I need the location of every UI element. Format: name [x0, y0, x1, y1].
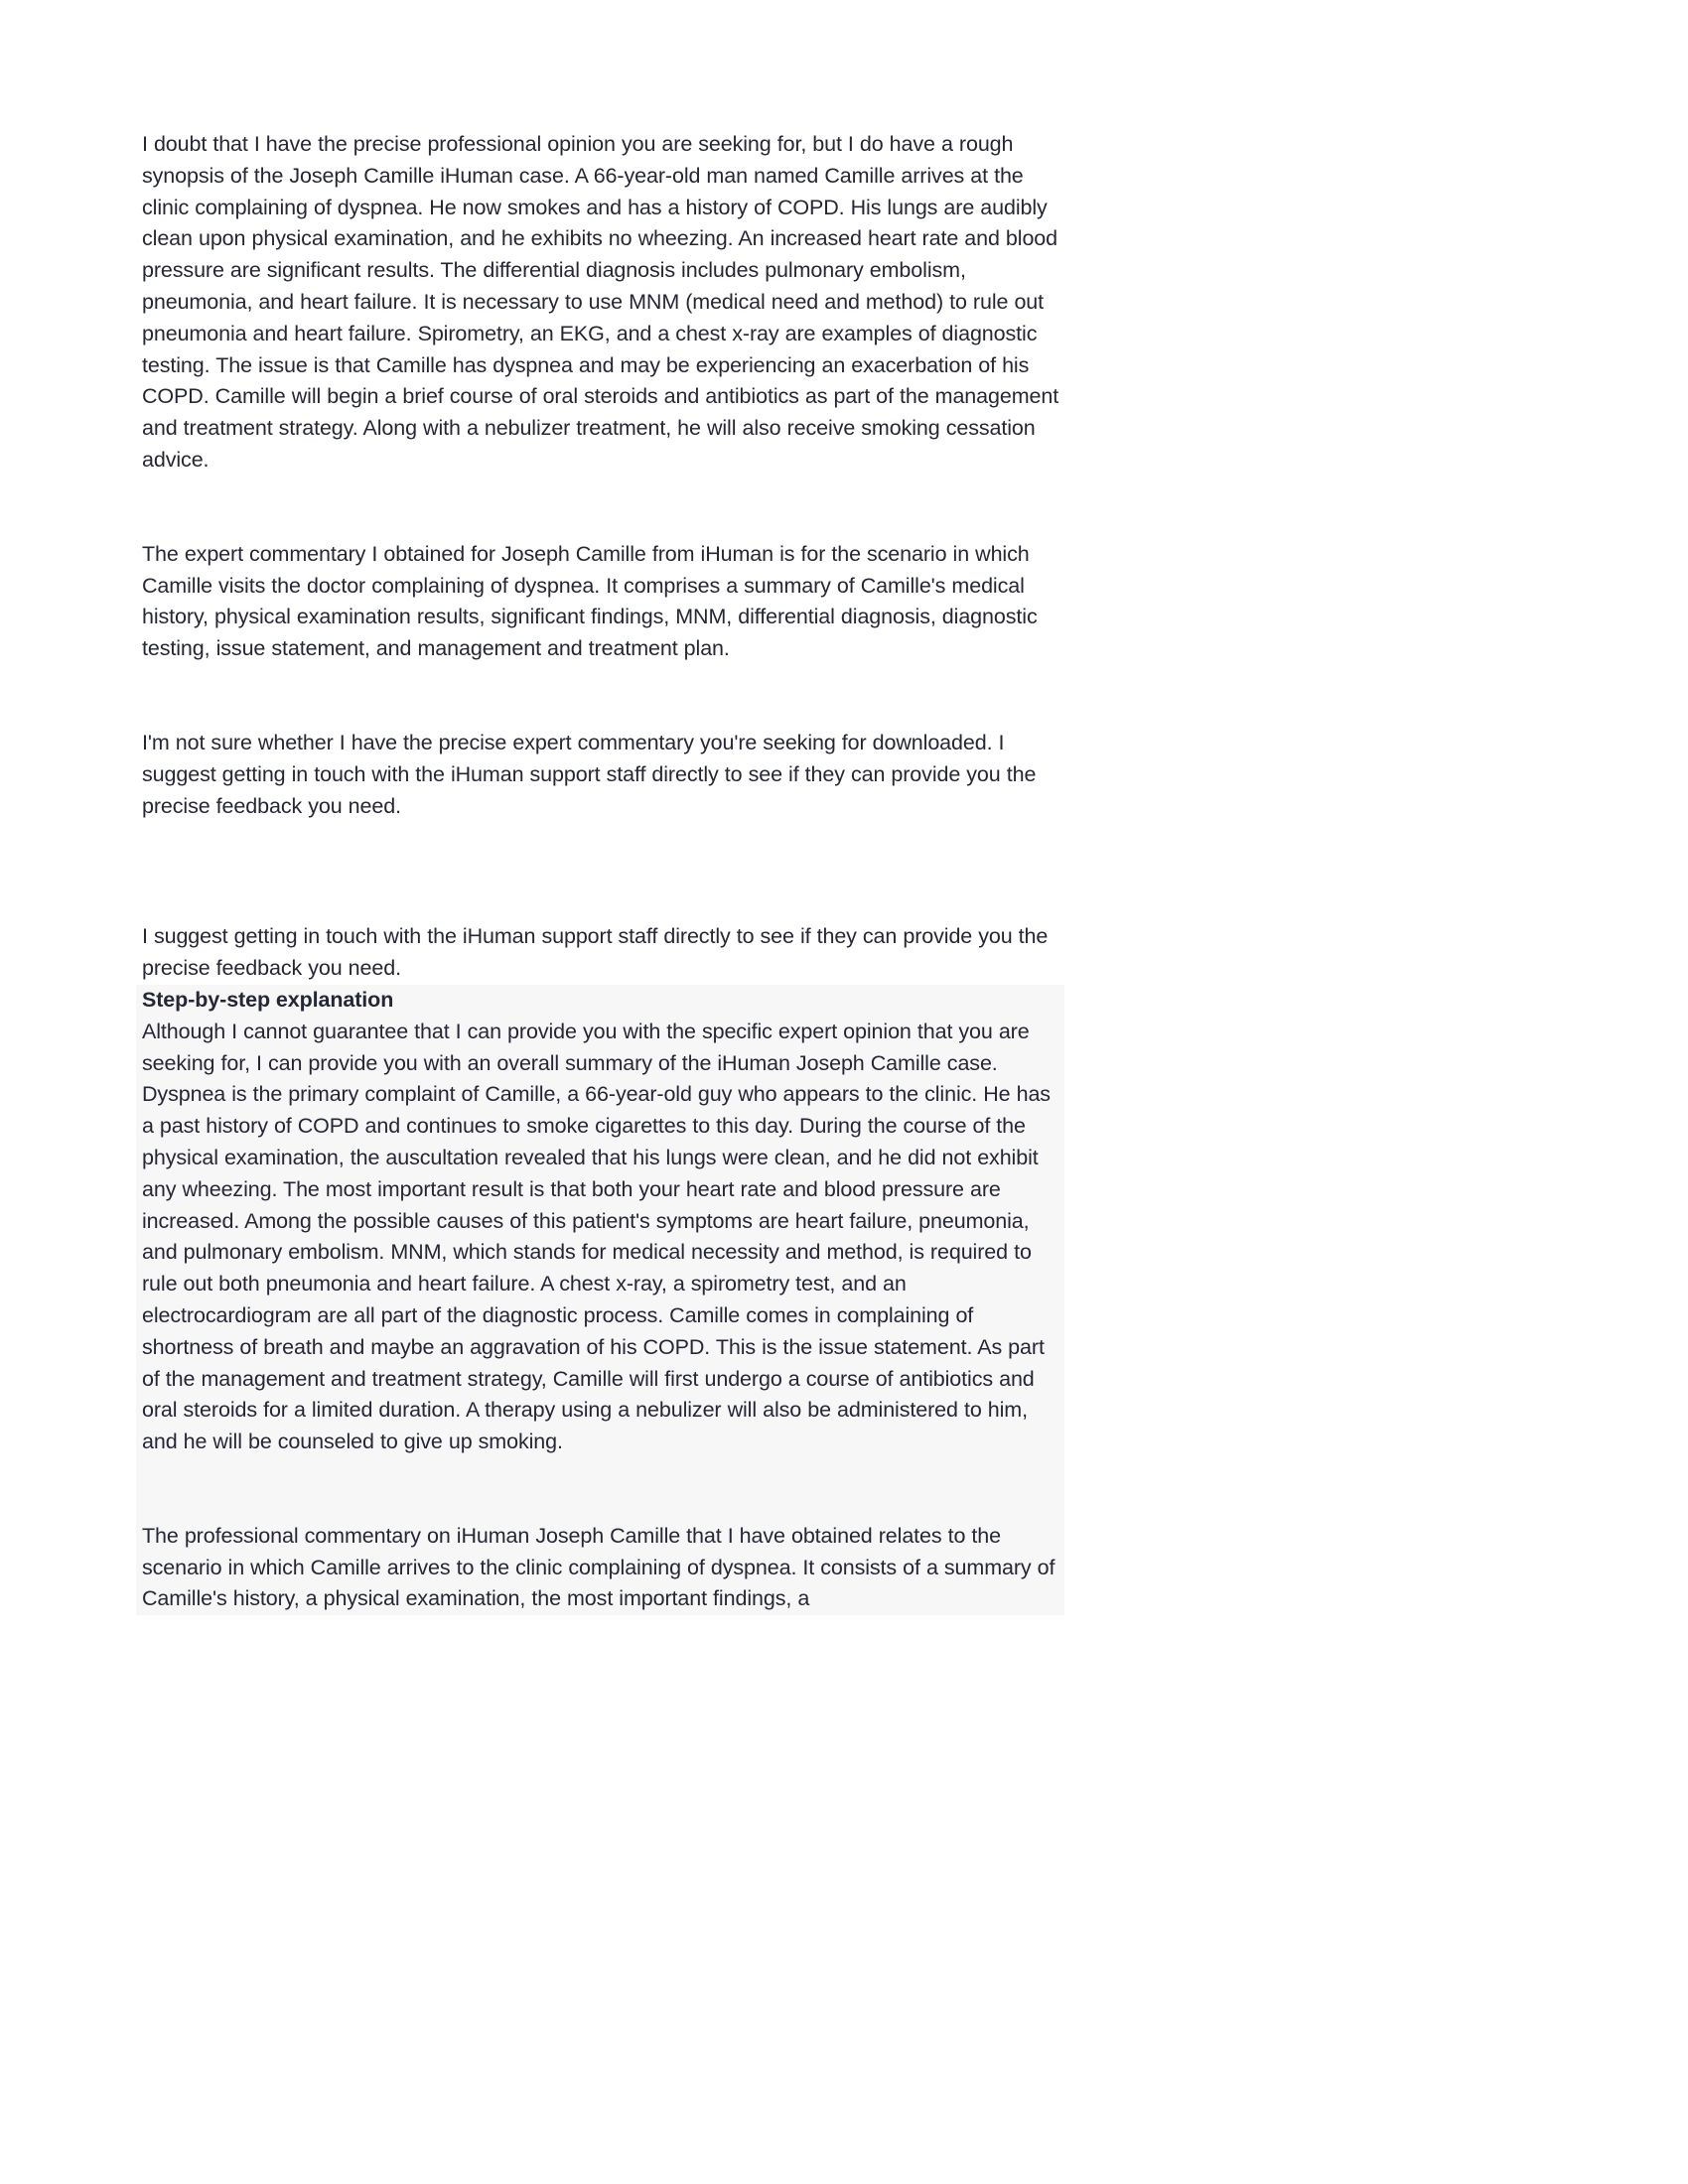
paragraph-spacer: [136, 822, 1064, 921]
paragraph-support-referral: I'm not sure whether I have the precise expert commentary you're seeking for downloaded. I suggest getting in touch with the iHuman support staff directly to see if they can provide you the precise feedback you need.: [142, 730, 1037, 818]
paragraph-case-synopsis: I doubt that I have the precise professional opinion you are seeking for, but I do have a rough synopsis of the Joseph Camille iHuman case. A 66-year-old man named Camille arrives at the clinic complaining of dyspnea. He now smokes and has a history of COPD. His lungs are audibly clean upon physical examination, and he exhibits no wheezing. An increased heart rate and blood pressure are significant results. The differential diagnosis includes pulmonary embolism, pneumonia, and heart failure. It is necessary to use MNM (medical need and method) to rule out pneumonia and heart failure. Spirometry, an EKG, and a chest x-ray are examples of diagnostic testing. The issue is that Camille has dyspnea and may be experiencing an exacerbation of his COPD. Camille will begin a brief course of oral steroids and antibiotics as part of the management and treatment strategy. Along with a nebulizer treatment, he will also receive smoking cessation advice.: [142, 132, 1059, 472]
paragraph-expert-commentary-scope: The expert commentary I obtained for Joseph Camille from iHuman is for the scenario in which Camille visits the doctor complaining of dyspnea. It comprises a summary of Camille's medical history, physical examination results, significant findings, MNM, differential diagnosis, diagnostic testing, issue statement, and management and treatment plan.: [142, 541, 1038, 661]
paragraph-professional-commentary: The professional commentary on iHuman Joseph Camille that I have obtained relates to the scenario in which Camille arrives to the clinic complaining of dyspnea. It consists of a summary of Camille's history, a physical examination, the most important findings, a: [142, 1523, 1055, 1611]
document-content: [136, 129, 1064, 1615]
paragraph-support-referral-repeat: I suggest getting in touch with the iHuman support staff directly to see if they can provide you the precise feedback you need.: [142, 924, 1049, 981]
paragraph-step-by-step-summary: Although I cannot guarantee that I can provide you with the specific expert opinion that you are seeking for, I can provide you with an overall summary of the iHuman Joseph Camille case. Dyspnea is the primary complaint of Camille, a 66-year-old guy who appears to the clinic. He has a past history of COPD and continues to smoke cigarettes to this day. During the course of the physical examination, the auscultation revealed that his lungs were clean, and he did not exhibit any wheezing. The most important result is that both your heart rate and blood pressure are increased. Among the possible causes of this patient's symptoms are heart failure, pneumonia, and pulmonary embolism. MNM, which stands for medical necessity and method, is required to rule out both pneumonia and heart failure. A chest x-ray, a spirometry test, and an electrocardiogram are all part of the diagnostic process. Camille comes in complaining of shortness of breath and maybe an aggravation of his COPD. This is the issue statement. As part of the management and treatment strategy, Camille will first undergo a course of antibiotics and oral steroids for a limited duration. A therapy using a nebulizer will also be administered to him, and he will be counseled to give up smoking.: [142, 1019, 1051, 1454]
paragraph-spacer: [136, 477, 1064, 539]
paragraph-spacer: [136, 665, 1064, 728]
highlighted-section: [136, 985, 1064, 1615]
step-by-step-explanation-heading: Step-by-step explanation: [142, 987, 394, 1012]
paragraph-spacer: [136, 1458, 1064, 1521]
